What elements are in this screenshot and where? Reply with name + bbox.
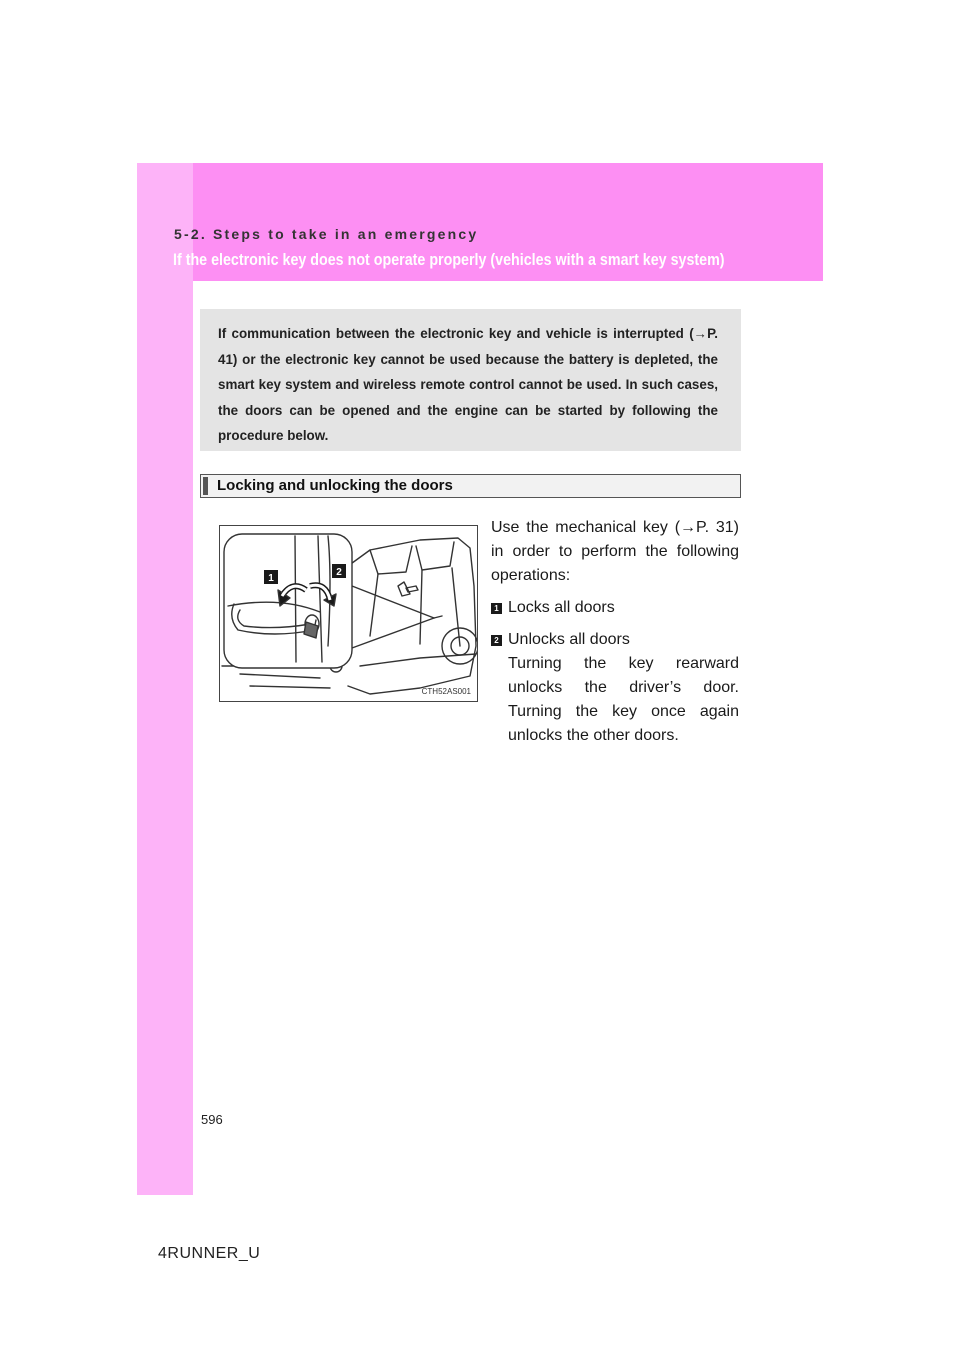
step-2-marker: 2 [491,635,502,646]
step-1 [491,596,739,620]
callout-1: 1 [268,573,274,584]
page-heading: If the electronic key does not operate properly (vehicles with a smart key system) [173,250,725,269]
step-1-label: Locks all doors [508,599,615,616]
instruction-text [491,516,739,748]
door-lock-illustration [219,525,478,702]
figure-code: CTH52AS001 [421,687,471,696]
footer-model-code: 4RUNNER_U [158,1245,261,1262]
subsection-heading-text: Locking and unlocking the doors [217,477,453,494]
side-band [137,163,193,1195]
page-number: 596 [201,1112,223,1127]
step-1-marker: 1 [491,603,502,614]
intro-text: If communication between the electronic key and vehicle is interrupted (→P. 41) or the electronic key cannot be used because the battery is depleted, the smart key system and wireless remote control cannot be used. In such cases, the doors can be opened and the engine can be started by following the procedure below. [218,326,718,443]
heading-marker [203,477,208,495]
step-2 [491,628,739,652]
callout-2: 2 [336,567,342,578]
subsection-heading [200,474,741,498]
step-2-detail: Turning the key rearward unlocks the driver’s door. Turning the key once again unlocks the other doors. [508,655,739,744]
section-label: 5-2. Steps to take in an emergency [174,226,479,242]
instruction-intro: Use the mechanical key (→P. 31) in order to perform the following operations: [491,519,739,584]
intro-box [200,309,741,451]
vehicle-door-drawing [220,526,477,701]
step-2-label: Unlocks all doors [508,631,630,648]
